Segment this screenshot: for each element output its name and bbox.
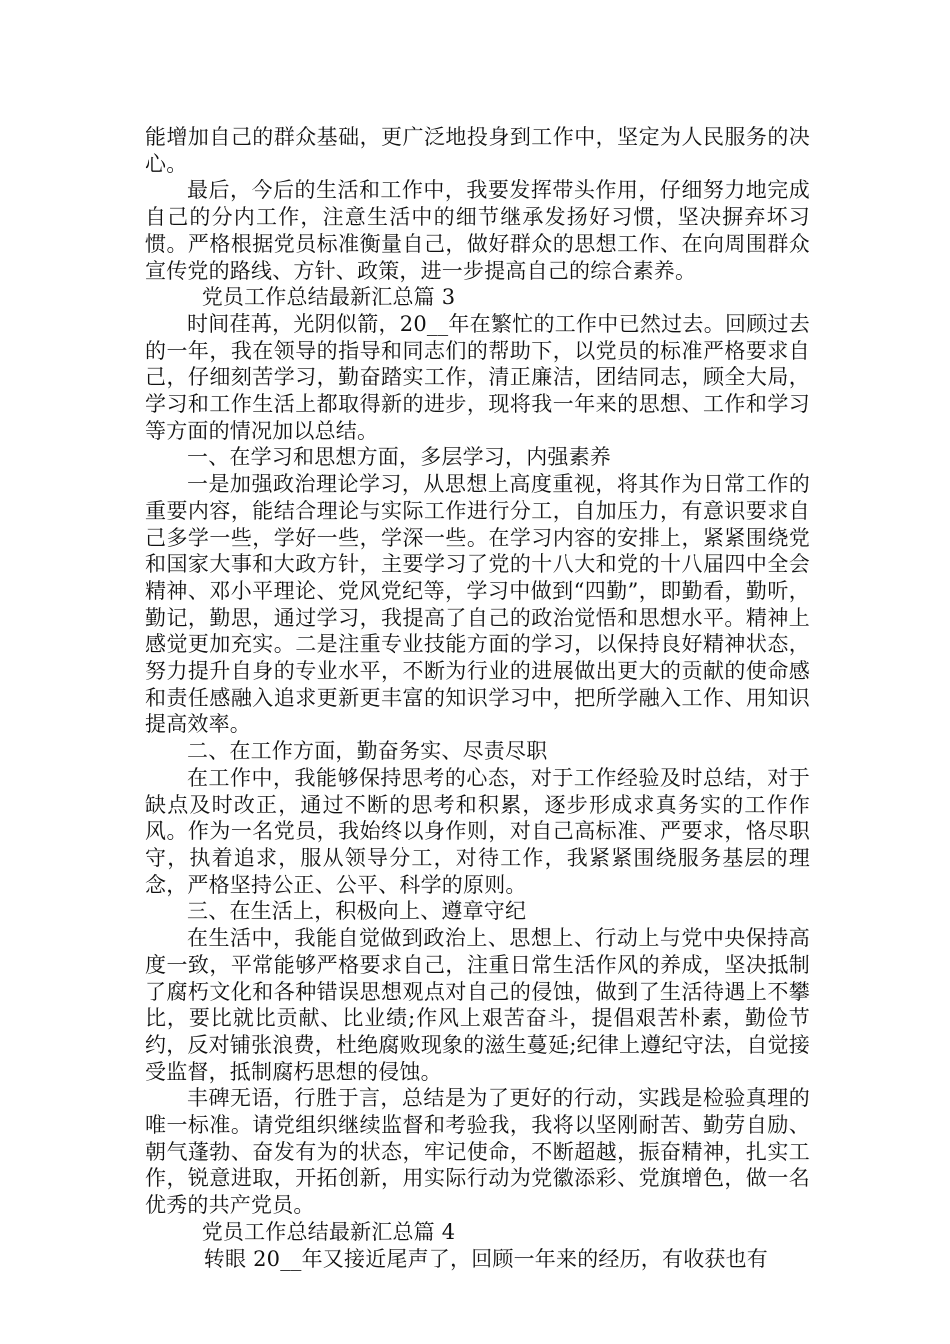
paragraph-conclusion: 最后，今后的生活和工作中，我要发挥带头作用，仔细努力地完成自己的分内工作，注意生活中的细节继承发扬好习惯，坚决摒弃坏习惯。严格根据党员标准衡量自己，做好群众的思想工作、在向周围群众宣传党的路线、方针、政策，进一步提高自己的综合素养。 (145, 178, 810, 283)
paragraph-continuation: 能增加自己的群众基础，更广泛地投身到工作中，坚定为人民服务的决心。 (145, 125, 810, 176)
section-title-part-3: 党员工作总结最新汇总篇 3 (201, 285, 456, 310)
subheading-study: 一、在学习和思想方面，多层学习，内强素养 (187, 445, 611, 470)
paragraph-closing: 丰碑无语，行胜于言，总结是为了更好的行动，实践是检验真理的唯一标准。请党组织继续监督和考验我，我将以坚刚耐苦、勤劳自励、朝气蓬勃、奋发有为的状态，牢记使命，不断超越，振奋精神，扎实工作，锐意进取，开拓创新，用实际行动为党徽添彩、党旗增色，做一名优秀的共产党员。 (145, 1086, 810, 1218)
subheading-life: 三、在生活上，积极向上、遵章守纪 (187, 899, 527, 924)
subheading-work: 二、在工作方面，勤奋务实、尽责尽职 (187, 739, 548, 764)
section-title-part-4: 党员工作总结最新汇总篇 4 (201, 1219, 456, 1244)
paragraph-work: 在工作中，我能够保持思考的心态，对于工作经验及时总结，对于缺点及时改正，通过不断的思考和积累，逐步形成求真务实的工作作风。作为一名党员，我始终以身作则，对自己高标准、严要求，恪尽职守，执着追求，服从领导分工，对待工作，我紧紧围绕服务基层的理念，严格坚持公正、公平、科学的原则。 (145, 765, 810, 897)
document-body (145, 124, 810, 1272)
paragraph-study: 一是加强政治理论学习，从思想上高度重视，将其作为日常工作的重要内容，能结合理论与实际工作进行分工，自加压力，有意识要求自己多学一些，学好一些，学深一些。在学习内容的安排上，紧紧围绕党和国家大事和大政方针，主要学习了党的十八大和党的十八届四中全会精神、邓小平理论、党风党纪等，学习中做到“四勤”，即勤看，勤听，勤记，勤思，通过学习，我提高了自己的政治觉悟和思想水平。精神上感觉更加充实。二是注重专业技能方面的学习，以保持良好精神状态，努力提升自身的专业水平，不断为行业的进展做出更大的贡献的使命感和责任感融入追求更新更丰富的知识学习中，把所学融入工作、用知识提高效率。 (145, 472, 810, 737)
paragraph-intro-part-3: 时间荏苒，光阴似箭，20__年在繁忙的工作中已然过去。回顾过去的一年，我在领导的指导和同志们的帮助下，以党员的标准严格要求自己，仔细刻苦学习，勤奋踏实工作，清正廉洁，团结同志，顾全大局，学习和工作生活上都取得新的进步，现将我一年来的思想、工作和学习等方面的情况加以总结。 (145, 311, 810, 443)
paragraph-intro-part-4: 转眼 20__年又接近尾声了，回顾一年来的经历，有收获也有 (203, 1246, 768, 1271)
paragraph-life: 在生活中，我能自觉做到政治上、思想上、行动上与党中央保持高度一致，平常能够严格要求自己，注重日常生活作风的养成，坚决抵制了腐朽文化和各种错误思想观点对自己的侵蚀，做到了生活待遇上不攀比，要比就比贡献、比业绩;作风上艰苦奋斗，提倡艰苦朴素，勤俭节约，反对铺张浪费，杜绝腐败现象的滋生蔓延;纪律上遵纪守法，自觉接受监督，抵制腐朽思想的侵蚀。 (145, 926, 810, 1084)
